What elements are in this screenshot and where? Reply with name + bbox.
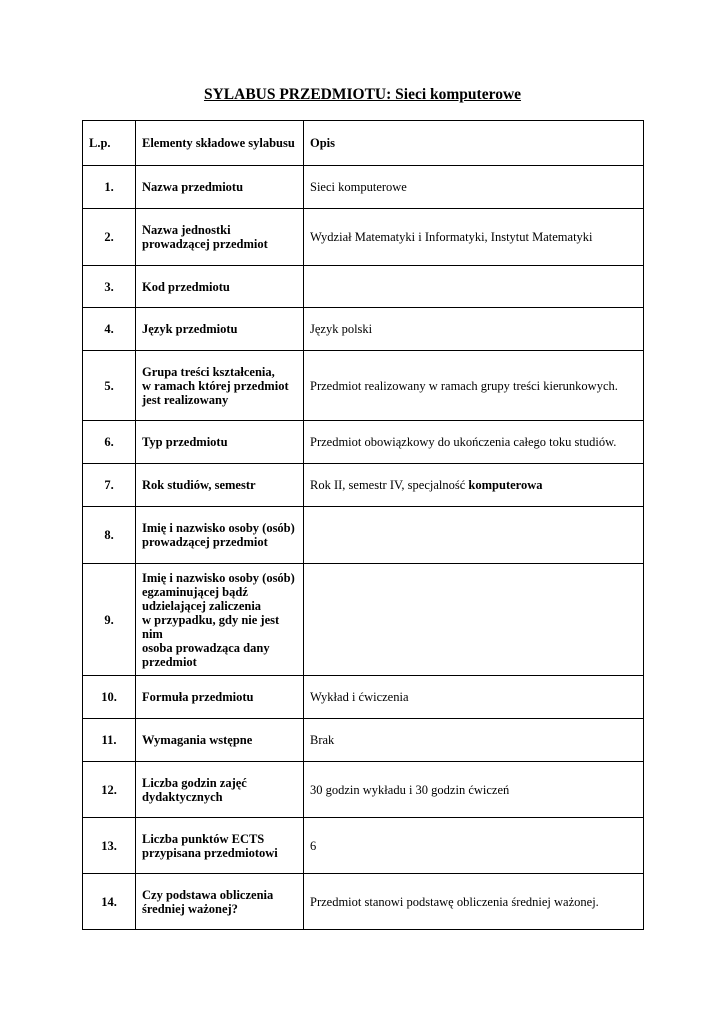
row-element: Czy podstawa obliczenia średniej ważonej? <box>136 874 304 930</box>
row-description: Brak <box>304 719 644 762</box>
row-description: Przedmiot stanowi podstawę obliczenia średniej ważonej. <box>304 874 644 930</box>
row-number: 1. <box>83 166 136 209</box>
row-element-line: w ramach której przedmiot <box>142 378 289 393</box>
row-description: Przedmiot realizowany w ramach grupy treści kierunkowych. <box>304 351 644 421</box>
table-row <box>83 308 644 351</box>
table-row <box>83 818 644 874</box>
table-row <box>83 676 644 719</box>
row-description-bold: komputerowa <box>468 478 543 492</box>
row-description: Język polski <box>304 308 644 351</box>
row-number: 10. <box>83 676 136 719</box>
document-title: SYLABUS PRZEDMIOTU: Sieci komputerowe <box>203 86 522 103</box>
table-row <box>83 719 644 762</box>
table-header-row <box>83 121 644 166</box>
row-element: Nazwa przedmiotu <box>136 166 304 209</box>
row-number: 13. <box>83 818 136 874</box>
row-description: Przedmiot obowiązkowy do ukończenia całego toku studiów. <box>304 421 644 464</box>
row-element-line: Grupa treści kształcenia, <box>142 364 275 379</box>
table-row <box>83 351 644 421</box>
row-element: Wymagania wstępne <box>136 719 304 762</box>
row-number: 9. <box>83 564 136 676</box>
header-description: Opis <box>304 121 644 166</box>
header-elements: Elementy składowe sylabusu <box>136 121 304 166</box>
row-element: Liczba punktów ECTS przypisana przedmiotowi <box>136 818 304 874</box>
row-element: Typ przedmiotu <box>136 421 304 464</box>
row-description: Wykład i ćwiczenia <box>304 676 644 719</box>
row-element: Kod przedmiotu <box>136 266 304 308</box>
row-number: 2. <box>83 209 136 266</box>
table-row <box>83 464 644 507</box>
row-description <box>304 564 644 676</box>
table-row <box>83 762 644 818</box>
row-description <box>304 464 644 507</box>
row-element-line: udzielającej zaliczenia <box>142 598 262 613</box>
table-row <box>83 421 644 464</box>
row-element <box>136 564 304 676</box>
row-element: Język przedmiotu <box>136 308 304 351</box>
row-number: 11. <box>83 719 136 762</box>
row-number: 5. <box>83 351 136 421</box>
row-description-text: Rok II, semestr IV, specjalność <box>310 478 469 492</box>
row-element-line: w przypadku, gdy nie jest nim <box>142 612 280 641</box>
table-row <box>83 266 644 308</box>
row-element: Liczba godzin zajęć dydaktycznych <box>136 762 304 818</box>
table-row <box>83 209 644 266</box>
row-number: 3. <box>83 266 136 308</box>
table-row <box>83 507 644 564</box>
row-number: 8. <box>83 507 136 564</box>
row-element-line: jest realizowany <box>142 392 229 407</box>
row-description <box>304 266 644 308</box>
row-element: Nazwa jednostki prowadzącej przedmiot <box>136 209 304 266</box>
row-element: Imię i nazwisko osoby (osób) prowadzącej przedmiot <box>136 507 304 564</box>
row-element-line: egzaminującej bądź <box>142 584 248 599</box>
row-number: 14. <box>83 874 136 930</box>
row-description: Wydział Matematyki i Informatyki, Instytut Matematyki <box>304 209 644 266</box>
row-element-line: przedmiot <box>142 654 197 669</box>
row-description: 30 godzin wykładu i 30 godzin ćwiczeń <box>304 762 644 818</box>
row-number: 12. <box>83 762 136 818</box>
table-row <box>83 166 644 209</box>
row-number: 7. <box>83 464 136 507</box>
row-number: 4. <box>83 308 136 351</box>
row-element-line: osoba prowadząca dany <box>142 640 270 655</box>
row-element: Formuła przedmiotu <box>136 676 304 719</box>
row-element: Rok studiów, semestr <box>136 464 304 507</box>
header-lp: L.p. <box>83 121 136 166</box>
row-description: 6 <box>304 818 644 874</box>
syllabus-table <box>82 120 644 930</box>
row-description <box>304 507 644 564</box>
row-number: 6. <box>83 421 136 464</box>
table-row <box>83 564 644 676</box>
row-element <box>136 351 304 421</box>
table-row <box>83 874 644 930</box>
row-description: Sieci komputerowe <box>304 166 644 209</box>
row-element-line: Imię i nazwisko osoby (osób) <box>142 570 295 585</box>
